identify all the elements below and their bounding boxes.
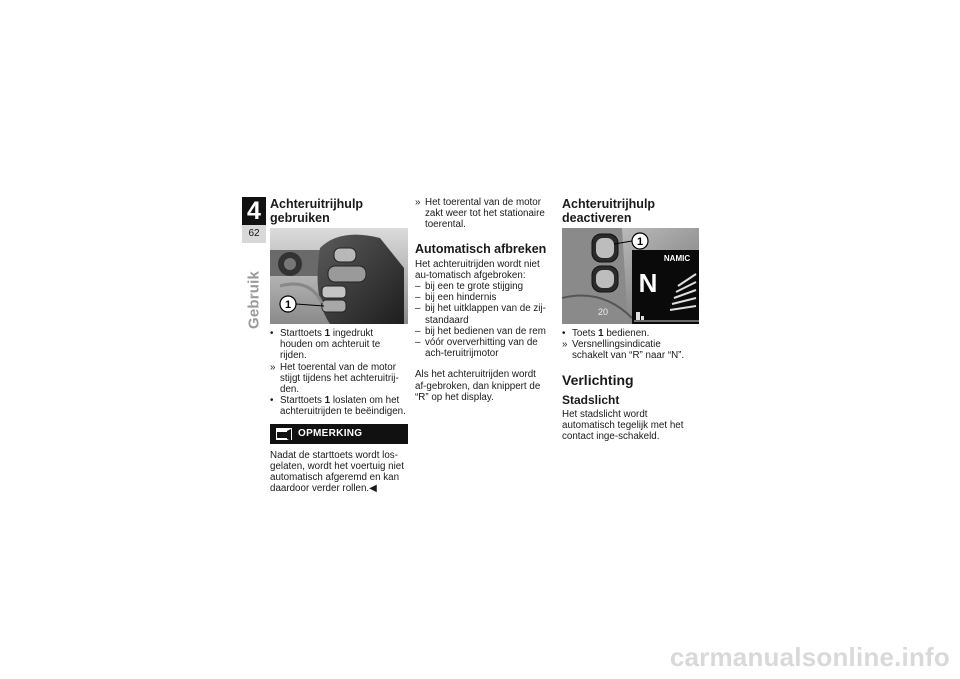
watermark: carmanualsonline.info	[669, 642, 950, 672]
list-item: » Het toerental van de motor zakt weer tot het stationaire toerental.	[415, 197, 545, 231]
section-title: Automatisch afbreken	[415, 241, 547, 256]
steps-list	[270, 328, 408, 418]
section-label: Gebruik	[245, 270, 263, 330]
column-2	[415, 197, 550, 403]
intro-text: Het achteruitrijden wordt niet au-tomatisch afgebroken:	[415, 258, 540, 281]
list-item: – vóór oververhitting van de ach-teruitrijmotor	[415, 337, 538, 360]
list-item: » Het toerental van de motor stijgt tijdens het achteruitrij-den.	[270, 361, 399, 396]
chapter-tab	[242, 197, 266, 243]
callout-1: 1	[284, 299, 292, 311]
conditions-list	[415, 281, 550, 359]
display-gear: N	[638, 268, 658, 298]
steps-list	[562, 328, 699, 362]
page-number: 62	[242, 225, 266, 243]
list-item: – bij een hindernis	[415, 292, 497, 304]
list-item: • Starttoets 1 loslaten om het achteruitrijden te beëindigen.	[270, 395, 406, 418]
list-item: – bij het uitklappen van de zij-standaard	[415, 303, 546, 326]
list-item: – bij het bedienen van de rem	[415, 325, 546, 337]
note-label: OPMERKING	[298, 427, 363, 439]
handlebar-switch-image	[270, 228, 408, 324]
chapter-number: 4	[247, 197, 261, 225]
display-mode: NAMIC	[663, 254, 691, 263]
column-3	[562, 197, 699, 442]
abort-text: Als het achteruitrijden wordt af-gebroken, dan knippert de “R” op het display.	[415, 369, 541, 403]
parking-light-text: Het stadslicht wordt automatisch tegelijk met het contact inge-schakeld.	[562, 408, 684, 443]
display-speed: 20	[598, 307, 609, 317]
list-item: • Starttoets 1 ingedrukt houden om achteruit te rijden.	[270, 328, 381, 362]
section-title: Achteruitrijhulp deactiveren	[562, 197, 656, 225]
list-item: – bij een te grote stijging	[415, 281, 524, 293]
note-banner	[270, 424, 408, 444]
display-image	[562, 228, 699, 324]
note-text: Nadat de starttoets wordt los-gelaten, wordt het voertuig niet automatisch afgeremd en kan daardoor verder rollen.◀	[270, 449, 404, 495]
column-1	[270, 197, 408, 494]
list-item: » Versnellingsindicatie schakelt van “R” naar “N”.	[562, 339, 685, 362]
section-title: Achteruitrijhulp gebruiken	[270, 197, 364, 225]
list-item: • Toets 1 bedienen.	[562, 328, 650, 339]
callout-1: 1	[636, 236, 644, 248]
steps-list	[415, 197, 550, 231]
end-mark: ◀	[369, 483, 377, 495]
subheading: Stadslicht	[562, 392, 620, 407]
chapter-heading: Verlichting	[562, 371, 634, 388]
note-icon	[276, 428, 292, 440]
